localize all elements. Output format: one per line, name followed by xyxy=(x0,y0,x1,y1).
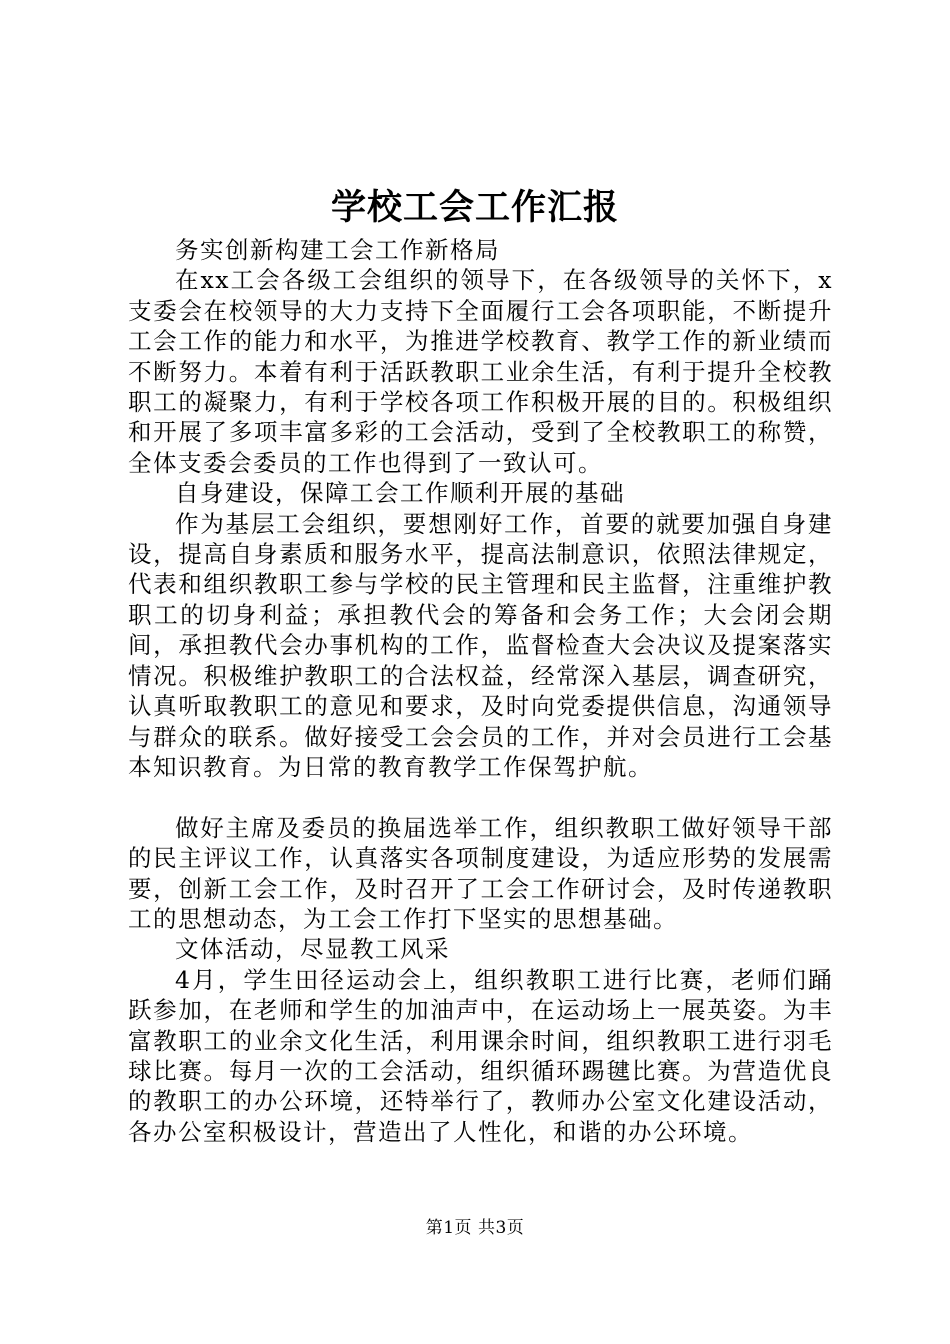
document-body xyxy=(128,235,833,1147)
body-paragraph: 在xx工会各级工会组织的领导下，在各级领导的关怀下，x支委会在校领导的大力支持下全面履行工会各项职能，不断提升工会工作的能力和水平，为推进学校教育、教学工作的新业绩而不断努力。本着有利于活跃教职工业余生活，有利于提升全校教职工的凝聚力，有利于学校各项工作积极开展的目的。积极组织和开展了多项丰富多彩的工会活动，受到了全校教职工的称赞，全体支委会委员的工作也得到了一致认可。 xyxy=(128,266,833,477)
page-number-footer: 第1页 共3页 xyxy=(425,1218,525,1238)
body-paragraph: 4月，学生田径运动会上，组织教职工进行比赛，老师们踊跃参加，在老师和学生的加油声中，在运动场上一展英姿。为丰富教职工的业余文化生活，利用课余时间，组织教职工进行羽毛球比赛。每月一次的工会活动，组织循环踢毽比赛。为营造优良的教职工的办公环境，还特举行了，教师办公室文化建设活动，各办公室积极设计，营造出了人性化，和谐的办公环境。 xyxy=(128,965,833,1146)
body-paragraph: 做好主席及委员的换届选举工作，组织教职工做好领导干部的民主评议工作，认真落实各项制度建设，为适应形势的发展需要，创新工会工作，及时召开了工会工作研讨会，及时传递教职工的思想动态，为工会工作打下坚实的思想基础。 xyxy=(128,813,833,933)
document-title: 学校工会工作汇报 xyxy=(330,187,619,228)
section-heading: 务实创新构建工会工作新格局 xyxy=(175,236,500,264)
section-heading: 文体活动，尽显教工风采 xyxy=(175,935,450,964)
body-paragraph: 作为基层工会组织，要想刚好工作，首要的就要加强自身建设，提高自身素质和服务水平，提高法制意识，依照法律规定，代表和组织教职工参与学校的民主管理和民主监督，注重维护教职工的切身利益；承担教代会的筹备和会务工作；大会闭会期间，承担教代会办事机构的工作，监督检查大会决议及提案落实情况。积极维护教职工的合法权益，经常深入基层，调查研究，认真听取教职工的意见和要求，及时向党委提供信息，沟通领导与群众的联系。做好接受工会会员的工作，并对会员进行工会基本知识教育。为日常的教育教学工作保驾护航。 xyxy=(128,509,833,781)
section-heading: 自身建设，保障工会工作顺利开展的基础 xyxy=(175,479,625,508)
